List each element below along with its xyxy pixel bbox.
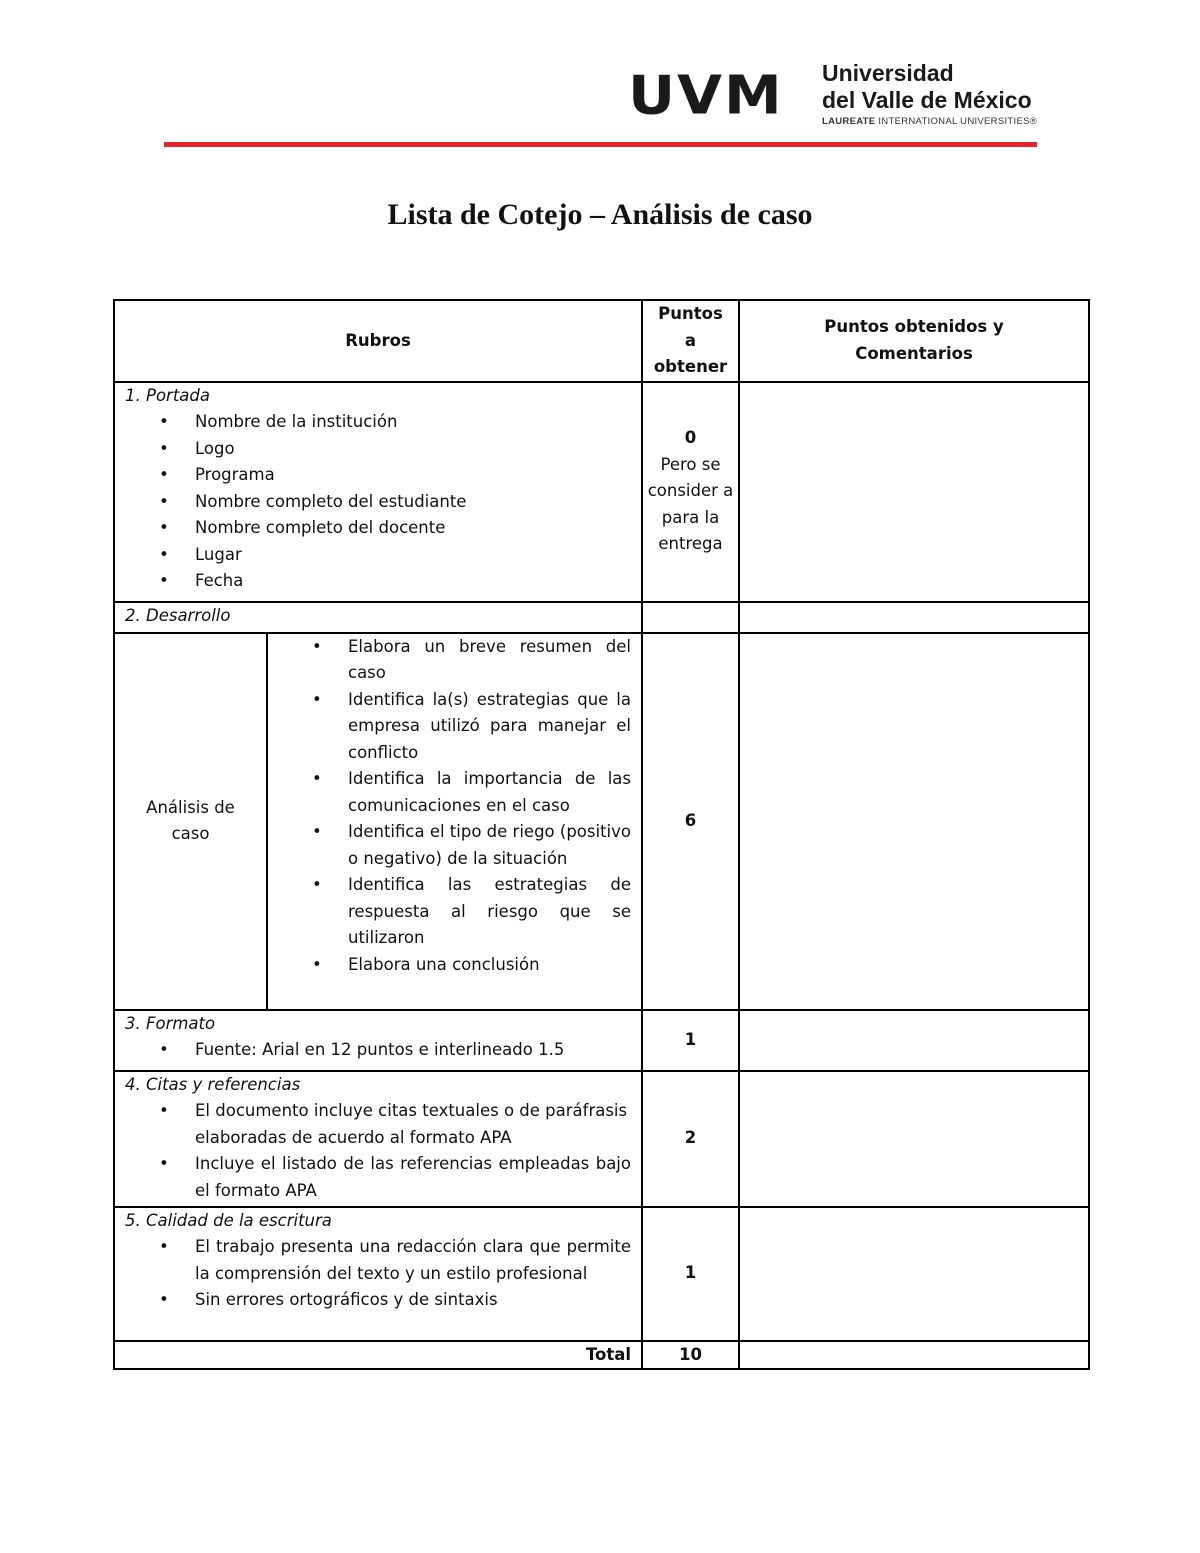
portada-cell: [114, 382, 642, 602]
formato-comments: [739, 1010, 1089, 1071]
total-label: Total: [114, 1341, 642, 1370]
formato-cell: [114, 1010, 642, 1071]
row-desarrollo-title: [114, 602, 1089, 633]
list-item: • Elabora un breve resumen del caso: [348, 634, 631, 687]
row-calidad: [114, 1207, 1089, 1341]
portada-list: [115, 409, 641, 595]
analisis-points: 6: [642, 633, 739, 1010]
university-name: [822, 60, 1032, 114]
list-item: • Sin errores ortográficos y de sintaxis: [195, 1287, 631, 1314]
uvm-logo-mark: UVM: [628, 63, 784, 127]
row-total: [114, 1341, 1089, 1370]
header-obtenidos-line1: Puntos obtenidos y: [824, 317, 1004, 337]
citas-title: 4. Citas y referencias: [125, 1074, 301, 1094]
row-analisis: [114, 633, 1089, 1010]
analisis-comments: [739, 633, 1089, 1010]
portada-points: [642, 382, 739, 602]
list-item: • Identifica la importancia de las comunicaciones en el caso: [348, 766, 631, 819]
list-item: • Incluye el listado de las referencias empleadas bajo el formato APA: [195, 1151, 631, 1204]
header-row: [114, 300, 1089, 382]
list-item: • Logo: [195, 436, 631, 463]
calidad-cell: [114, 1207, 642, 1341]
laureate-tag-bold: LAUREATE: [822, 116, 876, 127]
desarrollo-title: 2. Desarrollo: [114, 602, 642, 633]
citas-cell: [114, 1071, 642, 1207]
formato-points: 1: [642, 1010, 739, 1071]
formato-list: [115, 1037, 641, 1064]
row-citas: [114, 1071, 1089, 1207]
citas-list: [115, 1098, 641, 1204]
header-rubros: Rubros: [114, 300, 642, 382]
university-name-line2: del Valle de México: [822, 87, 1032, 113]
analisis-label: [114, 633, 267, 1010]
total-points: 10: [642, 1341, 739, 1370]
desarrollo-title-comments: [739, 602, 1089, 633]
list-item: • Programa: [195, 462, 631, 489]
header-red-rule: [164, 142, 1037, 147]
portada-points-value: 0: [684, 428, 697, 448]
list-item: • Nombre completo del docente: [195, 515, 631, 542]
laureate-tagline: [822, 116, 1037, 127]
total-comments: [739, 1341, 1089, 1370]
analisis-list: [268, 634, 641, 979]
portada-points-note: Pero se consider a para la entrega: [647, 454, 734, 554]
row-formato: [114, 1010, 1089, 1071]
list-item: • Identifica el tipo de riego (positivo o negativo) de la situación: [348, 819, 631, 872]
list-item: • Nombre completo del estudiante: [195, 489, 631, 516]
calidad-points: 1: [642, 1207, 739, 1341]
calidad-title: 5. Calidad de la escritura: [125, 1210, 332, 1230]
calidad-list: [115, 1234, 641, 1314]
list-item: • Fuente: Arial en 12 puntos e interlineado 1.5: [195, 1037, 631, 1064]
analisis-items-cell: [267, 633, 642, 1010]
header-puntos-line1: Puntos: [658, 304, 723, 323]
row-portada: [114, 382, 1089, 602]
desarrollo-title-points: [642, 602, 739, 633]
list-item: • Lugar: [195, 542, 631, 569]
header-puntos-line3: obtener: [653, 357, 728, 376]
citas-comments: [739, 1071, 1089, 1207]
header-obtenidos: [739, 300, 1089, 382]
page-title: Lista de Cotejo – Análisis de caso: [387, 198, 813, 231]
university-name-line1: Universidad: [822, 60, 954, 86]
portada-comments: [739, 382, 1089, 602]
header-obtenidos-line2: Comentarios: [855, 343, 973, 363]
analisis-label-line2: caso: [171, 824, 210, 843]
list-item: • Identifica la(s) estrategias que la empresa utilizó para manejar el conflicto: [348, 687, 631, 767]
portada-title: 1. Portada: [125, 385, 210, 405]
list-item: • Identifica las estrategias de respuesta al riesgo que se utilizaron: [348, 872, 631, 952]
header-puntos-line2: a: [684, 330, 697, 350]
rubric-table: [113, 299, 1090, 1370]
list-item: • Elabora una conclusión: [348, 952, 631, 979]
citas-points: 2: [642, 1071, 739, 1207]
calidad-comments: [739, 1207, 1089, 1341]
list-item: • El trabajo presenta una redacción clara que permite la comprensión del texto y un estilo profesional: [195, 1234, 631, 1287]
list-item: • Fecha: [195, 568, 631, 595]
list-item: • Nombre de la institución: [195, 409, 631, 436]
header-puntos: [642, 300, 739, 382]
formato-title: 3. Formato: [125, 1013, 216, 1033]
list-item: • El documento incluye citas textuales o de paráfrasis elaboradas de acuerdo al formato APA: [195, 1098, 631, 1151]
laureate-tag-rest: INTERNATIONAL UNIVERSITIES®: [875, 116, 1038, 127]
analisis-label-line1: Análisis de: [146, 797, 235, 817]
